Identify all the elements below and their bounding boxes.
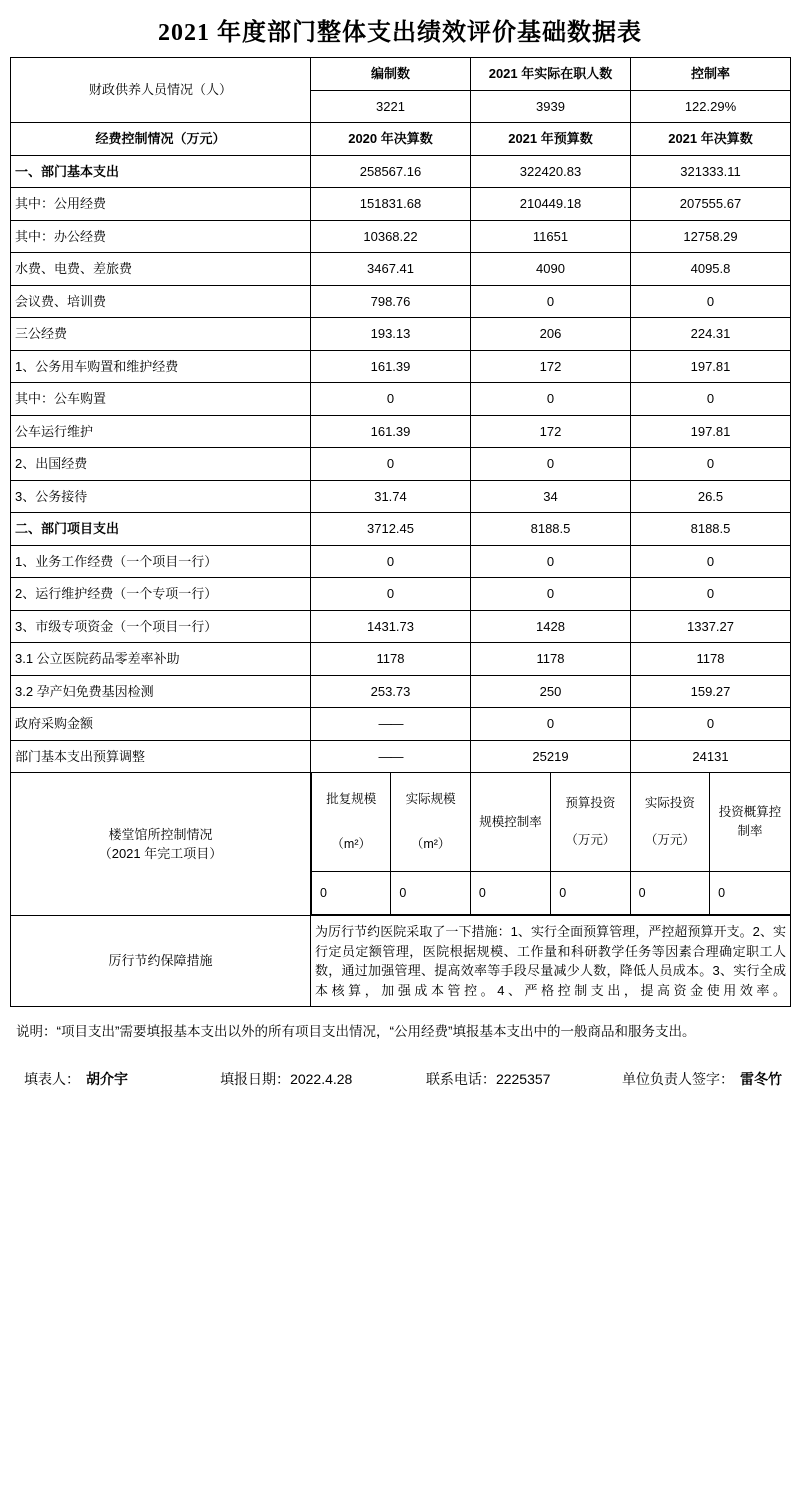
phone-label: 联系电话： — [425, 1070, 496, 1087]
table-row — [11, 578, 791, 611]
building-col-1-name: 实际规模 — [405, 792, 456, 807]
row-0-col-1: 322420.83 — [471, 155, 631, 188]
building-col-1-header — [391, 773, 470, 872]
building-control-section — [11, 773, 791, 916]
row-label-10: 3、公务接待 — [11, 480, 311, 513]
building-value-0: 0 — [312, 872, 391, 915]
row-label-0: 一、部门基本支出 — [11, 155, 311, 188]
staff-value-rate: 122.29% — [631, 90, 791, 123]
row-11-col-0: 3712.45 — [311, 513, 471, 546]
row-7-col-1: 0 — [471, 383, 631, 416]
table-row — [11, 58, 791, 91]
row-11-col-1: 8188.5 — [471, 513, 631, 546]
table-row — [11, 675, 791, 708]
row-4-col-0: 798.76 — [311, 285, 471, 318]
performance-data-table — [10, 57, 791, 1007]
table-row — [11, 123, 791, 156]
funds-header-2021-final: 2021 年决算数 — [631, 123, 791, 156]
table-row — [11, 545, 791, 578]
date-label: 填报日期： — [220, 1070, 291, 1087]
row-10-col-0: 31.74 — [311, 480, 471, 513]
table-row — [11, 155, 791, 188]
row-label-14: 3、市级专项资金（一个项目一行） — [11, 610, 311, 643]
row-5-col-0: 193.13 — [311, 318, 471, 351]
building-col-3-header — [551, 773, 630, 872]
table-row — [11, 448, 791, 481]
preparer-field — [24, 1069, 220, 1089]
row-label-18: 部门基本支出预算调整 — [11, 740, 311, 773]
staff-value-quota: 3221 — [311, 90, 471, 123]
row-3-col-0: 3467.41 — [311, 253, 471, 286]
building-control-subtable — [311, 773, 790, 915]
row-label-16: 3.2 孕产妇免费基因检测 — [11, 675, 311, 708]
funds-header-2021-budget: 2021 年预算数 — [471, 123, 631, 156]
row-label-8: 公车运行维护 — [11, 415, 311, 448]
table-row — [11, 383, 791, 416]
row-3-col-1: 4090 — [471, 253, 631, 286]
row-15-col-1: 1178 — [471, 643, 631, 676]
row-label-11: 二、部门项目支出 — [11, 513, 311, 546]
row-15-col-0: 1178 — [311, 643, 471, 676]
table-row — [11, 643, 791, 676]
building-value-row — [312, 872, 791, 915]
date-field — [220, 1069, 426, 1089]
preparer-value: 胡介宇 — [86, 1072, 128, 1088]
row-9-col-2: 0 — [631, 448, 791, 481]
measures-text: 为厉行节约医院采取了一下措施：1、实行全面预算管理，严控超预算开支。2、实行定员定额管理，医院根据规模、工作量和科研教学任务等因素合理确定职工人数，通过加强管理、提高效率等手段尽量减少人数，降低人员成本。3、实行全成本核算，加强成本管控。4、严格控制支出，提高资金使用效率。 — [311, 916, 791, 1007]
building-control-label — [11, 773, 311, 916]
row-1-col-0: 151831.68 — [311, 188, 471, 221]
building-col-0-unit: （m²） — [331, 837, 371, 851]
staff-value-actual: 3939 — [471, 90, 631, 123]
table-row — [11, 253, 791, 286]
building-control-grid — [311, 773, 791, 916]
staff-row-label: 财政供养人员情况（人） — [11, 58, 311, 123]
row-16-col-0: 253.73 — [311, 675, 471, 708]
row-1-col-2: 207555.67 — [631, 188, 791, 221]
table-row — [11, 285, 791, 318]
building-col-0-header — [312, 773, 391, 872]
phone-value: 2225357 — [495, 1070, 551, 1087]
table-row — [11, 610, 791, 643]
row-label-12: 1、业务工作经费（一个项目一行） — [11, 545, 311, 578]
row-4-col-2: 0 — [631, 285, 791, 318]
row-12-col-1: 0 — [471, 545, 631, 578]
page-title: 2021 年度部门整体支出绩效评价基础数据表 — [158, 20, 642, 46]
building-value-4: 0 — [630, 872, 709, 915]
row-14-col-1: 1428 — [471, 610, 631, 643]
row-14-col-0: 1431.73 — [311, 610, 471, 643]
building-col-1-unit: （m²） — [410, 837, 451, 851]
row-13-col-0: 0 — [311, 578, 471, 611]
row-label-1: 其中：公用经费 — [11, 188, 311, 221]
row-label-6: 1、公务用车购置和维护经费 — [11, 350, 311, 383]
row-1-col-1: 210449.18 — [471, 188, 631, 221]
table-row — [11, 480, 791, 513]
building-col-5-name: 投资概算控制率 — [718, 805, 782, 838]
building-col-4-name: 实际投资 — [644, 796, 695, 811]
row-15-col-2: 1178 — [631, 643, 791, 676]
row-label-7: 其中：公车购置 — [11, 383, 311, 416]
staff-header-actual: 2021 年实际在职人数 — [471, 58, 631, 91]
table-row — [11, 513, 791, 546]
table-row — [11, 415, 791, 448]
row-14-col-2: 1337.27 — [631, 610, 791, 643]
row-5-col-2: 224.31 — [631, 318, 791, 351]
funds-header-2020-final: 2020 年决算数 — [311, 123, 471, 156]
building-col-3-unit: （万元） — [565, 833, 616, 847]
funds-row-label: 经费控制情况（万元） — [11, 123, 311, 156]
building-col-2-header — [470, 773, 550, 872]
preparer-label: 填表人： — [24, 1070, 80, 1087]
row-9-col-0: 0 — [311, 448, 471, 481]
building-value-2: 0 — [470, 872, 550, 915]
table-row — [11, 220, 791, 253]
table-row — [11, 318, 791, 351]
row-13-col-1: 0 — [471, 578, 631, 611]
signer-field — [622, 1069, 782, 1089]
row-label-5: 三公经费 — [11, 318, 311, 351]
building-col-2-name: 规模控制率 — [479, 814, 542, 829]
row-10-col-2: 26.5 — [631, 480, 791, 513]
row-11-col-2: 8188.5 — [631, 513, 791, 546]
row-12-col-2: 0 — [631, 545, 791, 578]
row-label-17: 政府采购金额 — [11, 708, 311, 741]
table-row — [11, 188, 791, 221]
row-6-col-2: 197.81 — [631, 350, 791, 383]
building-col-4-unit: （万元） — [644, 833, 695, 847]
table-row — [11, 740, 791, 773]
row-2-col-0: 10368.22 — [311, 220, 471, 253]
row-label-15: 3.1 公立医院药品零差率补助 — [11, 643, 311, 676]
row-18-col-1: 25219 — [471, 740, 631, 773]
measures-row — [11, 916, 791, 1007]
building-control-label-line2: （2021 年完工项目） — [98, 846, 223, 861]
staff-header-rate: 控制率 — [631, 58, 791, 91]
row-17-col-1: 0 — [471, 708, 631, 741]
row-17-col-0: —— — [311, 708, 471, 741]
row-6-col-0: 161.39 — [311, 350, 471, 383]
date-value: 2022.4.28 — [290, 1070, 353, 1087]
row-2-col-1: 11651 — [471, 220, 631, 253]
building-col-5-header — [710, 773, 790, 872]
row-10-col-1: 34 — [471, 480, 631, 513]
row-8-col-1: 172 — [471, 415, 631, 448]
table-row — [11, 708, 791, 741]
row-5-col-1: 206 — [471, 318, 631, 351]
building-header-row — [312, 773, 791, 872]
row-18-col-0: —— — [311, 740, 471, 773]
measures-label: 厉行节约保障措施 — [11, 916, 311, 1007]
row-13-col-2: 0 — [631, 578, 791, 611]
staff-header-quota: 编制数 — [311, 58, 471, 91]
row-label-13: 2、运行维护经费（一个专项一行） — [11, 578, 311, 611]
building-value-5: 0 — [710, 872, 790, 915]
row-3-col-2: 4095.8 — [631, 253, 791, 286]
row-6-col-1: 172 — [471, 350, 631, 383]
row-16-col-1: 250 — [471, 675, 631, 708]
row-9-col-1: 0 — [471, 448, 631, 481]
row-8-col-2: 197.81 — [631, 415, 791, 448]
row-label-4: 会议费、培训费 — [11, 285, 311, 318]
row-17-col-2: 0 — [631, 708, 791, 741]
row-7-col-0: 0 — [311, 383, 471, 416]
row-7-col-2: 0 — [631, 383, 791, 416]
row-2-col-2: 12758.29 — [631, 220, 791, 253]
row-8-col-0: 161.39 — [311, 415, 471, 448]
row-label-2: 其中：办公经费 — [11, 220, 311, 253]
row-12-col-0: 0 — [311, 545, 471, 578]
building-value-1: 0 — [391, 872, 470, 915]
row-0-col-0: 258567.16 — [311, 155, 471, 188]
row-label-9: 2、出国经费 — [11, 448, 311, 481]
row-16-col-2: 159.27 — [631, 675, 791, 708]
building-value-3: 0 — [551, 872, 630, 915]
row-4-col-1: 0 — [471, 285, 631, 318]
building-col-3-name: 预算投资 — [565, 796, 616, 811]
row-0-col-2: 321333.11 — [631, 155, 791, 188]
phone-field — [426, 1069, 622, 1089]
building-col-0-name: 批复规模 — [326, 792, 377, 807]
building-col-4-header — [630, 773, 709, 872]
row-18-col-2: 24131 — [631, 740, 791, 773]
row-label-3: 水费、电费、差旅费 — [11, 253, 311, 286]
signer-label: 单位负责人签字： — [622, 1070, 734, 1087]
explain-note: 说明：“项目支出”需要填报基本支出以外的所有项目支出情况，“公用经费”填报基本支出中的一般商品和服务支出。 — [16, 1024, 696, 1039]
signer-value: 雷冬竹 — [740, 1072, 782, 1088]
table-row — [11, 350, 791, 383]
footer — [10, 1069, 790, 1089]
building-control-label-line1: 楼堂馆所控制情况 — [108, 826, 213, 842]
